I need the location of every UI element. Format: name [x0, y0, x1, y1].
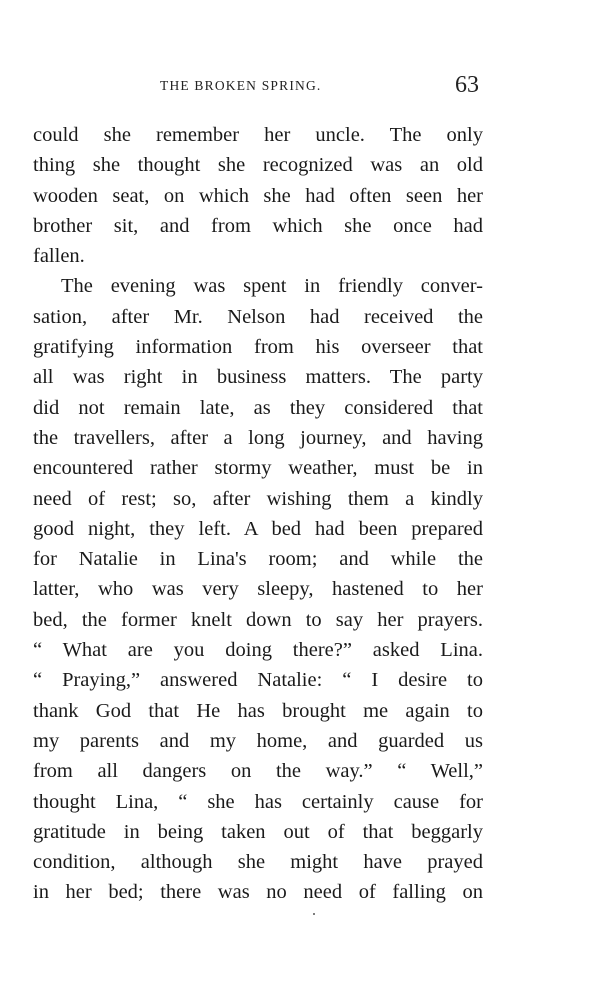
running-title: THE BROKEN SPRING.	[160, 78, 322, 93]
text-line: “ What are you doing there?” asked Lina.	[33, 639, 483, 662]
running-head	[0, 72, 597, 102]
text-line: bed, the former knelt down to say her prayers.	[33, 608, 483, 631]
text-line: wooden seat, on which she had often seen her	[33, 184, 483, 207]
text-line: could she remember her uncle. The only	[33, 124, 483, 146]
text-line: sation, after Mr. Nelson had received the	[33, 305, 483, 328]
text-line: for Natalie in Lina's room; and while the	[33, 548, 483, 571]
text-line: all was right in business matters. The party	[33, 366, 483, 389]
text-line: encountered rather stormy weather, must be in	[33, 457, 483, 480]
text-line: “ Praying,” answered Natalie: “ I desire to	[33, 669, 483, 692]
text-line: in her bed; there was no need of falling on	[33, 881, 483, 904]
text-line: my parents and my home, and guarded us	[33, 729, 483, 752]
text-line: thing she thought she recognized was an old	[33, 154, 483, 177]
text-line: need of rest; so, after wishing them a kindly	[33, 487, 483, 510]
text-line: The evening was spent in friendly conver-	[61, 275, 483, 298]
text-line: the travellers, after a long journey, and having	[33, 426, 483, 449]
page-number: 63	[455, 72, 479, 98]
text-line: brother sit, and from which she once had	[33, 214, 483, 237]
text-line: thank God that He has brought me again to	[33, 699, 483, 722]
text-line: thought Lina, “ she has certainly cause for	[33, 790, 483, 813]
text-line: fallen.	[33, 245, 85, 268]
text-line: condition, although she might have prayed	[33, 851, 483, 874]
text-line: did not remain late, as they considered that	[33, 396, 483, 419]
text-line: good night, they left. A bed had been prepared	[33, 517, 483, 540]
text-line: latter, who was very sleepy, hastened to her	[33, 578, 483, 601]
ink-speck	[313, 913, 315, 915]
text-line: gratitude in being taken out of that beggarly	[33, 820, 483, 843]
text-line: from all dangers on the way.” “ Well,”	[33, 760, 483, 783]
body-text	[33, 120, 483, 908]
text-line: gratifying information from his overseer that	[33, 336, 483, 359]
